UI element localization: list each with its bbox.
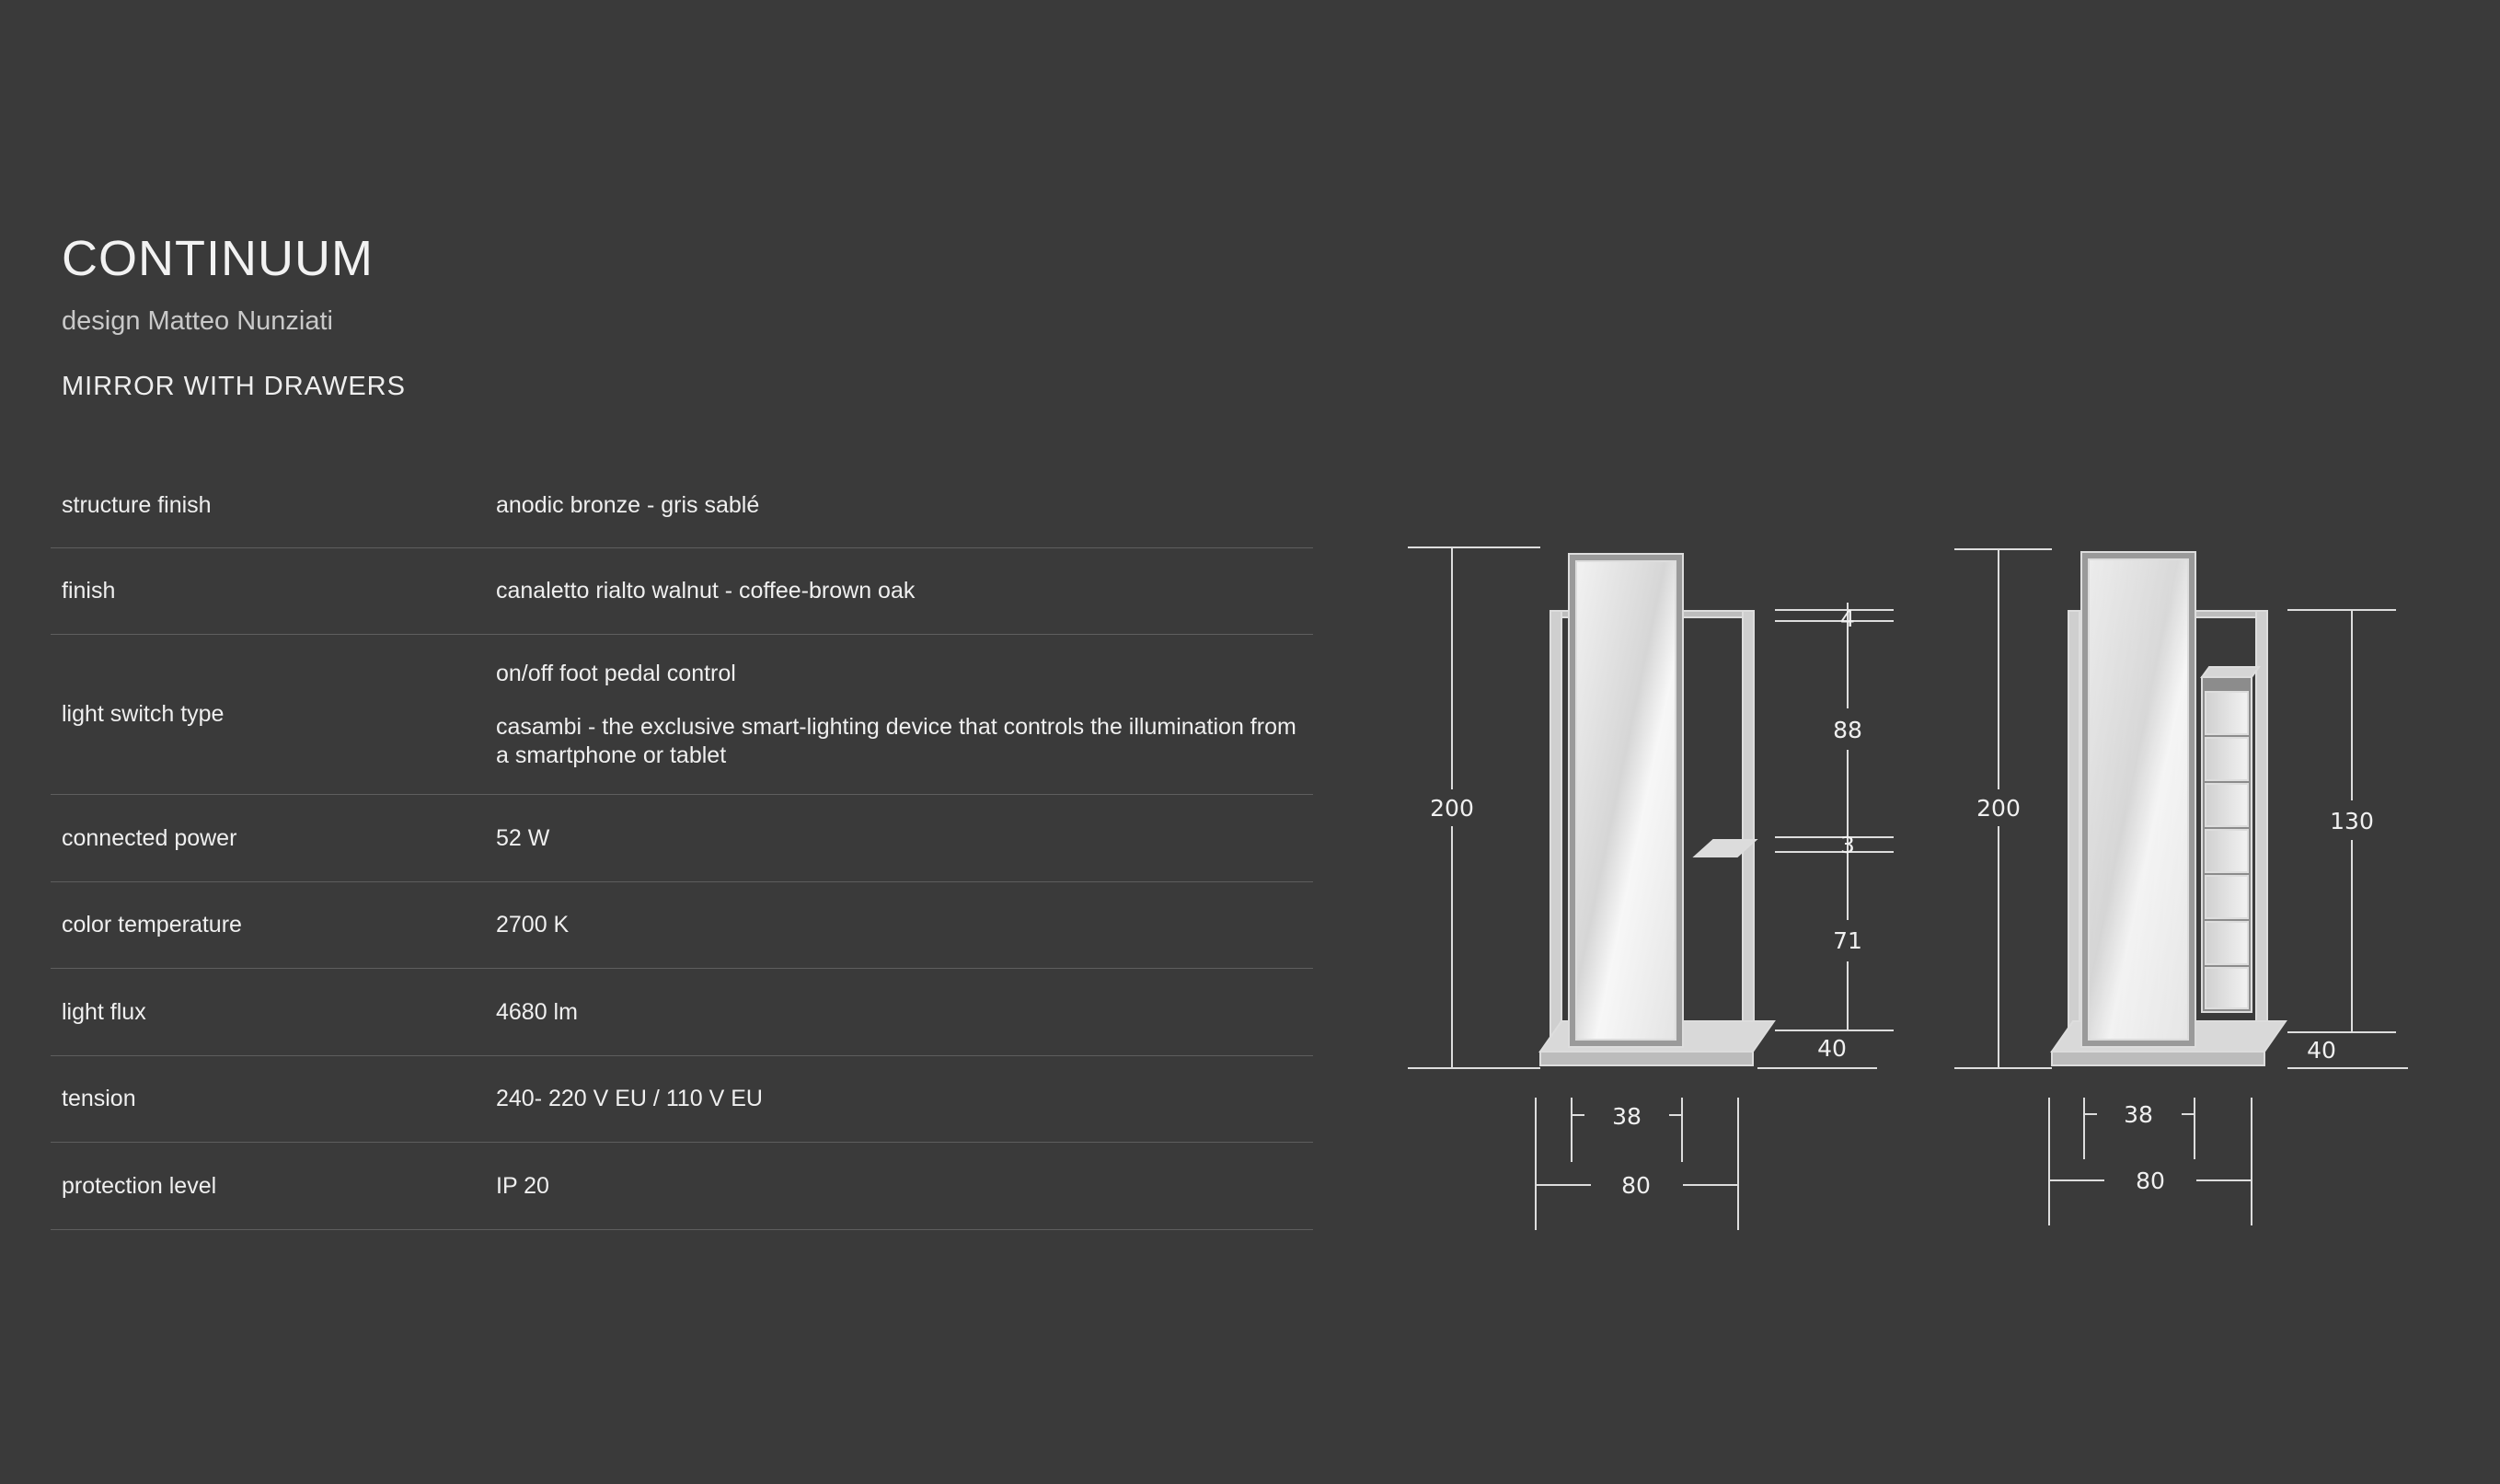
dim-base-label: 40 (2307, 1037, 2336, 1064)
dim-lower-label: 71 (1833, 927, 1862, 954)
dim-drawers-height-label: 130 (2330, 808, 2374, 834)
spec-label: tension (62, 1086, 136, 1111)
spec-value-line: 4680 lm (496, 998, 578, 1025)
spec-value-line: 240- 220 V EU / 110 V EU (496, 1086, 763, 1111)
spec-value-line: casambi - the exclusive smart-lighting device that controls the illumination from a smartphone or tablet (496, 713, 1296, 768)
dim-shelf-label: 3 (1840, 832, 1855, 858)
dim-height-label: 200 (1976, 795, 2021, 822)
spec-value-line: canaletto rialto walnut - coffee-brown oak (496, 578, 916, 604)
dim-top-label: 4 (1840, 605, 1855, 632)
spec-value-line: anodic bronze - gris sablé (496, 492, 760, 518)
mirror-shelf-drawing (1408, 547, 1894, 1230)
dim-width-label: 80 (2136, 1168, 2165, 1194)
spec-value-line: 52 W (496, 824, 550, 851)
spec-value-line: 2700 K (496, 912, 570, 938)
dim-height-label: 200 (1430, 795, 1474, 822)
spec-label: structure finish (62, 492, 212, 518)
spec-label: light switch type (62, 701, 225, 727)
dim-width-label: 80 (1621, 1172, 1651, 1199)
spec-label: finish (62, 578, 116, 604)
spec-label: connected power (62, 824, 237, 851)
spec-label: protection level (62, 1172, 217, 1199)
designer-credit: design Matteo Nunziati (62, 306, 333, 336)
product-title: CONTINUUM (62, 231, 374, 286)
dim-base-label: 40 (1817, 1035, 1847, 1062)
mirror-drawers-drawing (1954, 549, 2408, 1225)
spec-label: color temperature (62, 912, 242, 938)
spec-value-line: IP 20 (496, 1172, 549, 1199)
spec-label: light flux (62, 998, 146, 1025)
spec-value-line: on/off foot pedal control (496, 660, 736, 686)
dim-upper-label: 88 (1833, 717, 1862, 743)
product-type: MIRROR WITH DRAWERS (62, 372, 406, 401)
dim-depth-label: 38 (2124, 1101, 2153, 1128)
dim-depth-label: 38 (1612, 1103, 1642, 1130)
